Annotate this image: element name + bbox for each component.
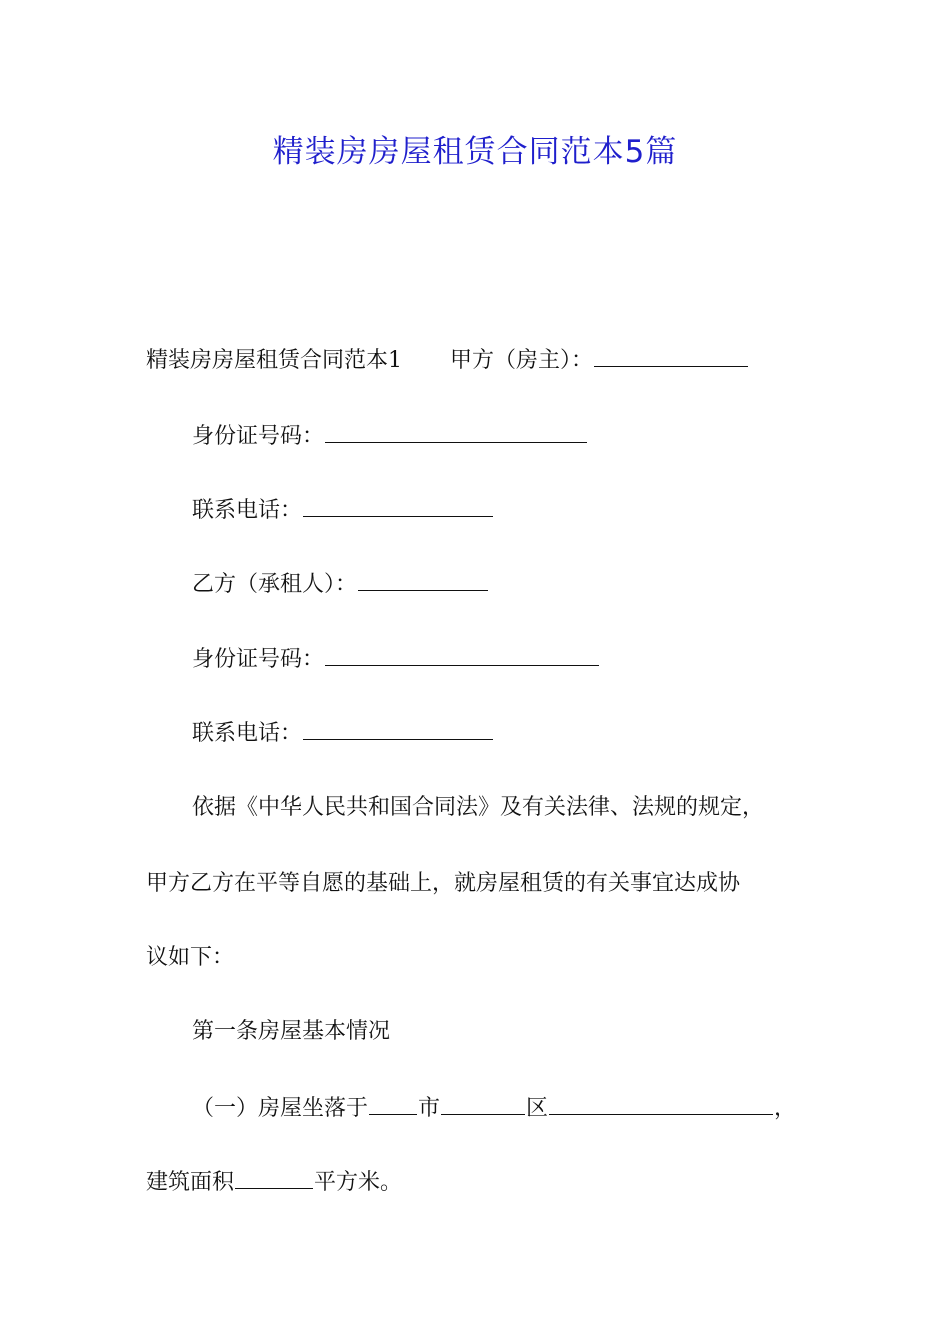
area-line bbox=[146, 1166, 402, 1198]
phone-b-label: 联系电话： bbox=[192, 721, 303, 746]
area-blank bbox=[235, 1166, 313, 1189]
address-blank bbox=[549, 1092, 773, 1115]
contract-heading-line bbox=[146, 344, 749, 376]
city-suffix: 市 bbox=[418, 1096, 441, 1121]
address-comma: ， bbox=[774, 1096, 797, 1121]
party-a-label: 甲方（房主）： bbox=[450, 348, 594, 373]
phone-b-blank bbox=[303, 717, 493, 740]
phone-a-label: 联系电话： bbox=[192, 498, 303, 523]
phone-a-blank bbox=[303, 494, 493, 517]
district-suffix: 区 bbox=[526, 1096, 549, 1121]
city-blank bbox=[369, 1092, 417, 1115]
area-suffix: 平方米。 bbox=[314, 1170, 403, 1195]
location-prefix: （一）房屋坐落于 bbox=[192, 1096, 369, 1121]
preamble-line-3: 议如下： bbox=[146, 945, 235, 970]
area-prefix: 建筑面积 bbox=[146, 1170, 235, 1195]
party-b-line bbox=[192, 568, 489, 600]
preamble-line-2: 甲方乙方在平等自愿的基础上，就房屋租赁的有关事宜达成协 bbox=[146, 871, 741, 896]
contract-subtitle: 精装房房屋租赁合同范本1 bbox=[146, 348, 402, 373]
id-number-b-blank bbox=[325, 643, 599, 666]
id-number-a-label: 身份证号码： bbox=[192, 424, 325, 449]
phone-a-line bbox=[192, 494, 494, 526]
document-title: 精装房房屋租赁合同范本5篇 bbox=[272, 134, 678, 170]
article-1-item-1-line bbox=[192, 1092, 796, 1124]
article-1-heading: 第一条房屋基本情况 bbox=[192, 1019, 391, 1044]
id-number-b-line bbox=[192, 643, 600, 675]
id-number-a-line bbox=[192, 420, 588, 452]
phone-b-line bbox=[192, 717, 494, 749]
preamble-line-1: 依据《中华人民共和国合同法》及有关法律、法规的规定， bbox=[192, 795, 765, 820]
id-number-b-label: 身份证号码： bbox=[192, 647, 325, 672]
party-b-label: 乙方（承租人）： bbox=[192, 572, 358, 597]
district-blank bbox=[441, 1092, 525, 1115]
party-b-blank bbox=[358, 568, 488, 591]
party-a-blank bbox=[594, 344, 748, 367]
id-number-a-blank bbox=[325, 420, 587, 443]
